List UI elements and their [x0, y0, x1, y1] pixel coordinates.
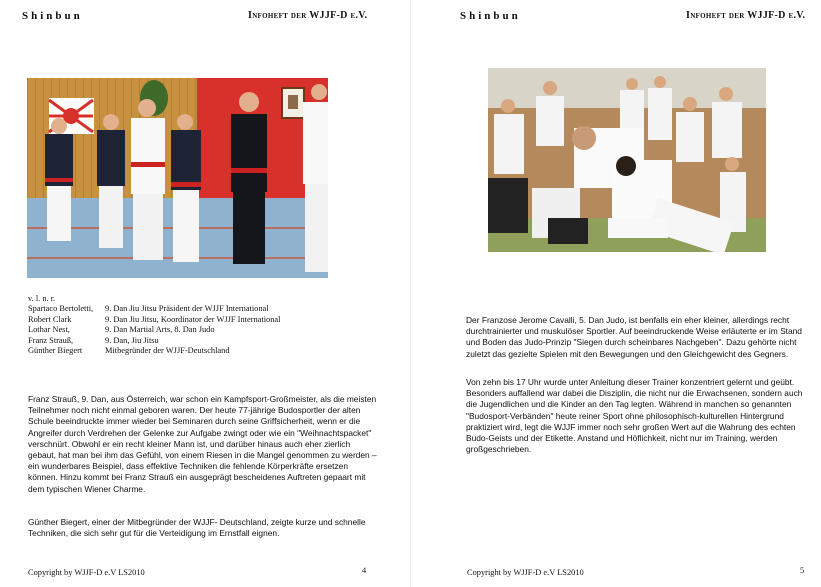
paragraph-biegert: Günther Biegert, einer der Mitbegründer der WJJF- Deutschland, zeigte kurze und schnelle Techniken, die sich sehr gut für die Verteidigung im Ernstfall eignen. [28, 517, 366, 539]
judo-photo [488, 68, 766, 252]
paragraph-strauss: Franz Strauß, 9. Dan, aus Österreich, war schon ein Kampfsport-Großmeister, als die meisten Teilnehmer noch nicht einmal geboren waren. Der heute 77-jährige Budosportler der alten Schule beeindruckte immer wieder bei Seminaren durch seine Griffsicherheit, wenn er die Angreifer durch Verdrehen der Gelenke zur Aufgabe zwingt oder wie ein "Weihnachtspacket" verschnürt. Obwohl er ein recht kleiner Mann ist, und darüber hinaus auch eher zierlich gebaut, hat man bei ihm das Gefühl, von einem Riesen in die Mangel genommen zu werden – ein wunderbares Beispiel, dass effektive Techniken die fehlende Körperkräfte ersetzen können. Hinzu kommt bei Franz Strauß ein ausgeprägt bescheidenes Auftreten gepaart mit dem typischen Wiener Charme. [28, 394, 377, 494]
brand-title: Shinbun [460, 10, 521, 22]
legend-title: 9. Dan Martial Arts, 8. Dan Judo [105, 325, 215, 335]
page-number: 4 [362, 566, 367, 575]
page-number: 5 [800, 566, 805, 575]
legend-row [28, 336, 348, 346]
photo-legend [28, 294, 348, 356]
copyright-footer: Copyright by WJJF-D e.V LS2010 [467, 568, 584, 577]
legend-name: Robert Clark [28, 314, 72, 324]
legend-title: 9. Dan, Jiu Jitsu [105, 335, 159, 345]
legend-name: Franz Strauß, [28, 335, 74, 345]
legend-name: Spartaco Bertoletti, [28, 304, 94, 314]
legend-row [28, 304, 348, 314]
legend-intro: v. l. n. r. [28, 294, 56, 303]
legend-name: Lothar Nest, [28, 325, 70, 335]
brand-title: Shinbun [22, 10, 83, 22]
paragraph-cavalli: Der Franzose Jerome Cavalli, 5. Dan Judo, ist benfalls ein eher kleiner, allerdings recht durchtrainierter und muskulöser Sportler. Auf beeindruckende Weise erläuterte er im Stand und Boden das Judo-Prinzip "Siegen durch scheinbares Nachgeben". Dazu gehörte nicht zuletzt das gezielte Spielen mit den Bewegungen und den Gleichgewicht des Gegners. [466, 315, 802, 359]
infoheft-title: Infoheft der WJJF-D e.V. [248, 10, 368, 21]
group-photo [27, 78, 328, 278]
legend-row [28, 346, 348, 356]
infoheft-title: Infoheft der WJJF-D e.V. [686, 10, 806, 21]
legend-title: 9. Dan Jiu Jitsu Präsident der WJJF International [105, 304, 269, 314]
legend-name: Günther Biegert [28, 346, 83, 356]
right-page [410, 0, 821, 587]
legend-title: 9. Dan Jiu Jitsu, Koordinator der WJJF International [105, 314, 281, 324]
copyright-footer: Copyright by WJJF-D e.V LS2010 [28, 568, 145, 577]
legend-row [28, 315, 348, 325]
left-page [0, 0, 410, 587]
page-divider [410, 0, 411, 587]
legend-row [28, 325, 348, 335]
legend-title: Mitbegründer der WJJF-Deutschland [105, 346, 230, 356]
paragraph-training: Von zehn bis 17 Uhr wurde unter Anleitung dieser Trainer konzentriert gelernt und geübt. Besonders auffallend war dabei die Disziplin, die nicht nur die Erwachsenen, sondern auch die Jugendlichen und die Kinder an den Tag legten. Während in manchen so genannten "Budosport-Verbänden" heute reiner Sport ohne philosophisch-kulturellen Hintergrund praktiziert wird, legt die WJJF immer noch sehr großen Wert auf die Wahrung des echten Budo-Geists und der Etikette. Anstand und Höflichkeit, nicht nur im Training, werden großgeschrieben. [466, 377, 803, 455]
